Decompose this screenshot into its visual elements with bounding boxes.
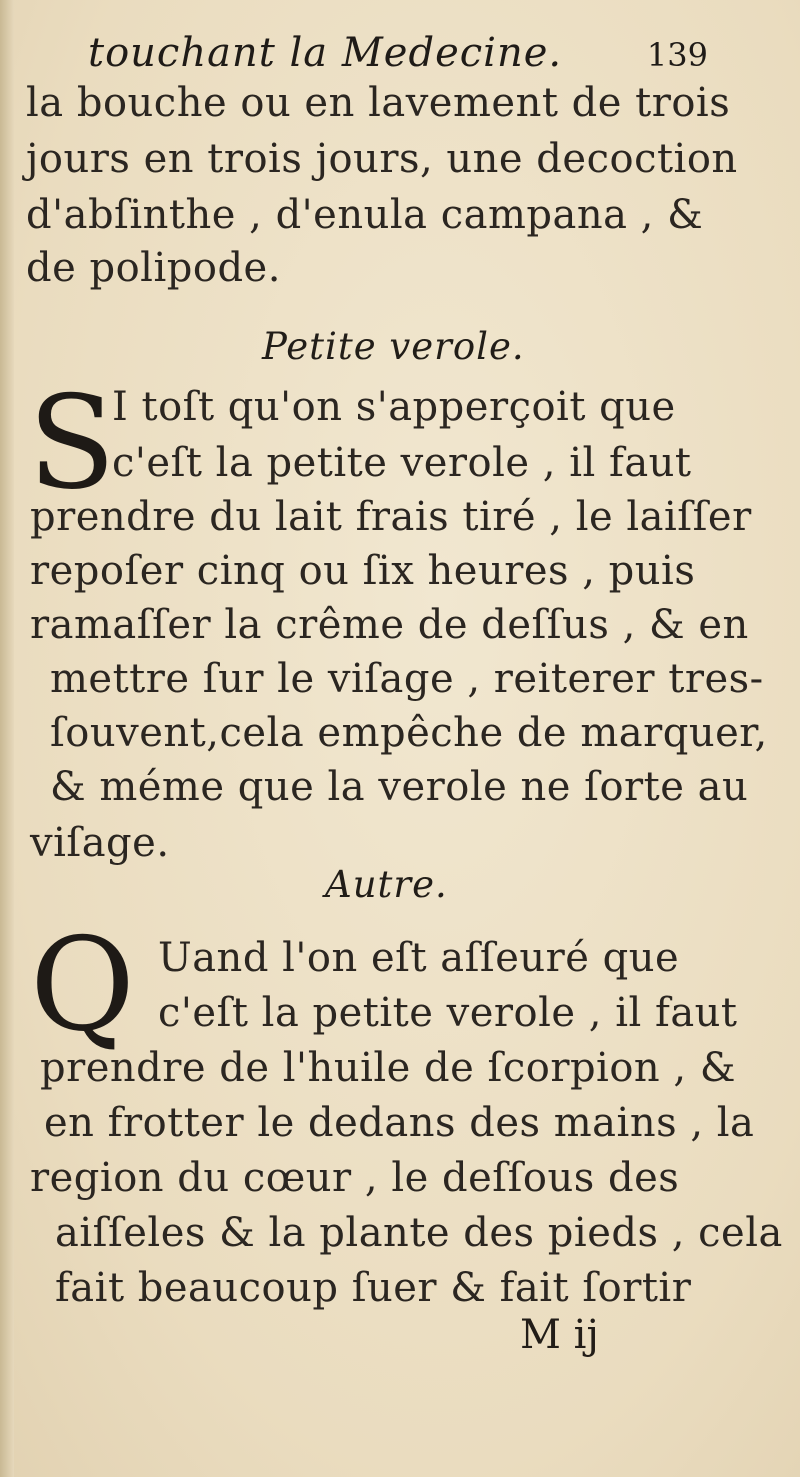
text-line: de polipode. — [26, 245, 281, 291]
text-line: repoſer cinq ou ſix heures , puis — [30, 548, 696, 594]
text-line: ramaſſer la crême de deſſus , & en — [30, 602, 749, 648]
text-line: prendre du lait frais tiré , le laiſſer — [30, 494, 752, 540]
text-line: en frotter le dedans des mains , la — [44, 1100, 755, 1146]
text-line: prendre de l'huile de ſcorpion , & — [40, 1045, 736, 1091]
text-line: & méme que la verole ne ſorte au — [50, 764, 749, 810]
text-line: la bouche ou en lavement de trois — [26, 80, 731, 126]
section-heading: Autre. — [325, 863, 448, 906]
text-line: ſouvent,cela empêche de marquer, — [50, 710, 768, 756]
text-line: jours en trois jours, une decoction — [26, 136, 738, 182]
text-line: fait beaucoup ſuer & fait ſortir — [55, 1265, 692, 1311]
text-line: mettre ſur le viſage , reiterer tres- — [50, 656, 764, 702]
section-heading: Petite verole. — [262, 325, 525, 368]
text-line: region du cœur , le deſſous des — [30, 1155, 680, 1201]
drop-cap: Q — [30, 911, 135, 1060]
text-line: I toſt qu'on s'apperçoit que — [112, 384, 676, 430]
signature-mark: M ij — [520, 1312, 599, 1358]
drop-cap: S — [28, 369, 116, 518]
text-line: aiſſeles & la plante des pieds , cela — [55, 1210, 783, 1256]
text-line: c'eſt la petite verole , il faut — [158, 990, 738, 1036]
page-gutter — [0, 0, 14, 1477]
text-line: Uand l'on eſt aſſeuré que — [158, 935, 680, 981]
page-number: 139 — [646, 36, 708, 74]
running-head: touchant la Medecine. — [88, 30, 563, 76]
text-line: c'eſt la petite verole , il faut — [112, 440, 692, 486]
text-line: viſage. — [30, 820, 170, 866]
text-line: d'abſinthe , d'enula campana , & — [26, 192, 704, 238]
page-header — [60, 30, 708, 80]
